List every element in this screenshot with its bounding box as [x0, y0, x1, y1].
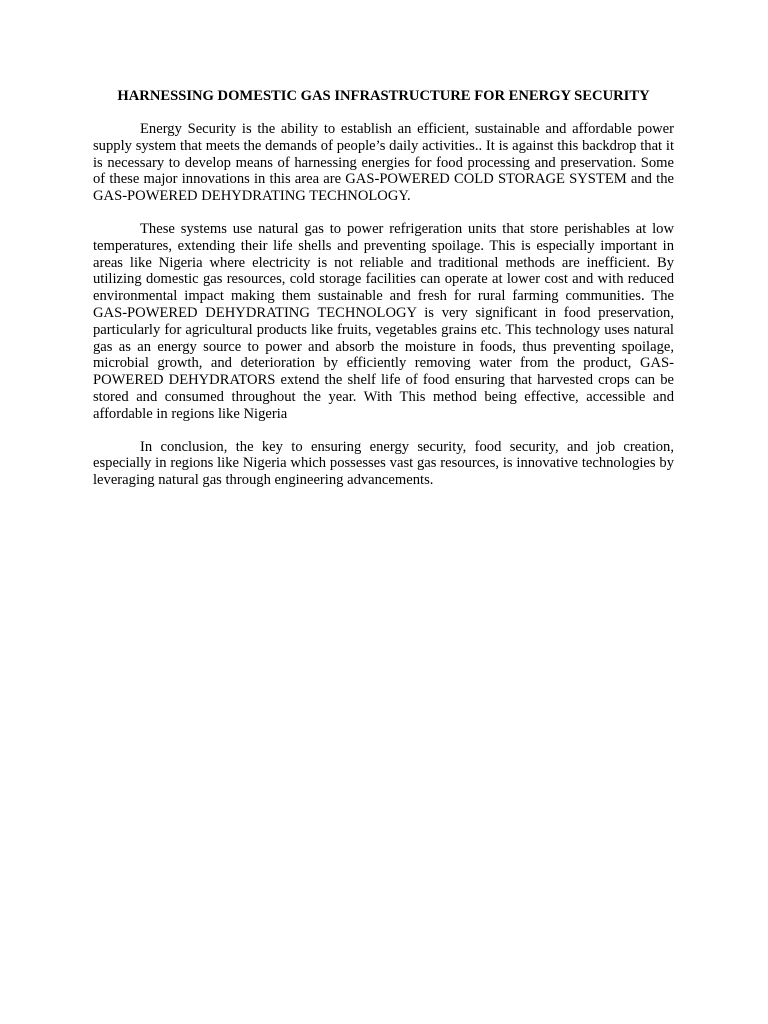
document-body [93, 87, 674, 489]
paragraph-introduction: Energy Security is the ability to establish an efficient, sustainable and affordable power supply system that meets the demands of people’s daily activities.. It is against this backdrop that it is necessary to develop means of harnessing energies for food processing and preservation. Some of these major innovations in this area are GAS-POWERED COLD STORAGE SYSTEM and the GAS-POWERED DEHYDRATING TECHNOLOGY. [93, 121, 674, 205]
paragraph-technologies: These systems use natural gas to power refrigeration units that store perishables at low temperatures, extending their life shells and preventing spoilage. This is especially important in areas like Nigeria where electricity is not reliable and traditional methods are inefficient. By utilizing domestic gas resources, cold storage facilities can operate at lower cost and with reduced environmental impact making them sustainable and fresh for rural farming communities. The GAS-POWERED DEHYDRATING TECHNOLOGY is very significant in food preservation, particularly for agricultural products like fruits, vegetables grains etc. This technology uses natural gas as an energy source to power and absorb the moisture in foods, thus preventing spoilage, microbial growth, and deterioration by efficiently removing water from the product, GAS-POWERED DEHYDRATORS extend the shelf life of food ensuring that harvested crops can be stored and consumed throughout the year. With This method being effective, accessible and affordable in regions like Nigeria [93, 220, 674, 422]
document-title: HARNESSING DOMESTIC GAS INFRASTRUCTURE FOR ENERGY SECURITY [117, 88, 650, 104]
paragraph-conclusion: In conclusion, the key to ensuring energy security, food security, and job creation, especially in regions like Nigeria which possesses vast gas resources, is innovative technologies by leveraging natural gas through engineering advancements. [93, 438, 674, 489]
